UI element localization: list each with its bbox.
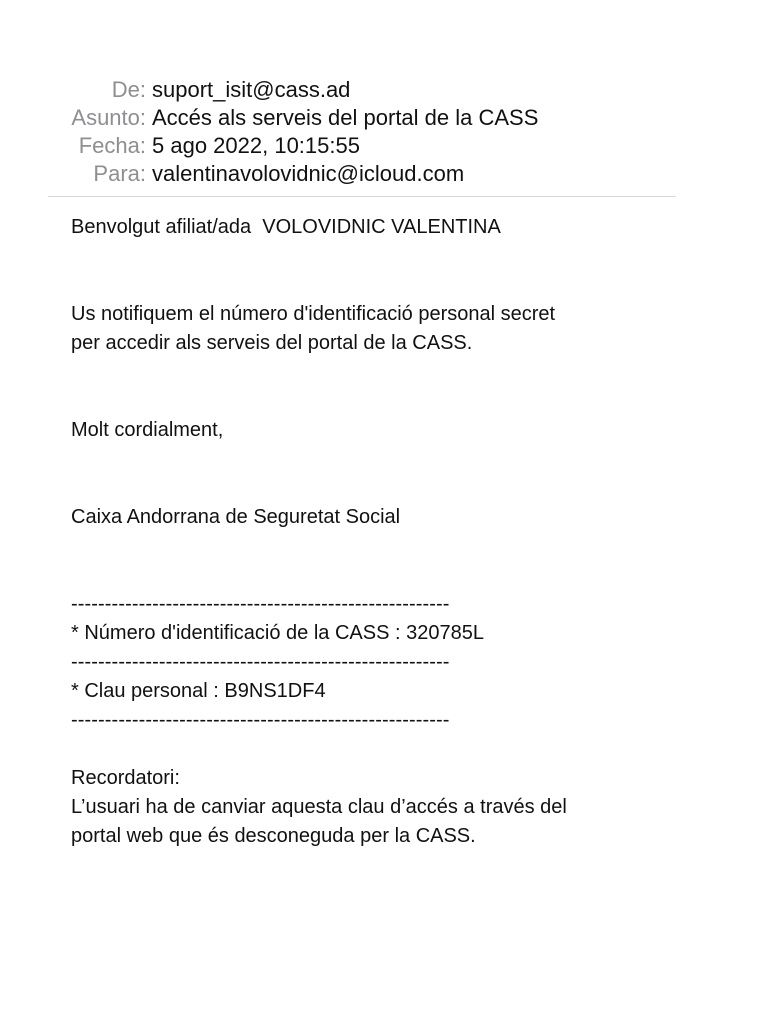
blank-line xyxy=(71,445,711,474)
personal-key-line: * Clau personal : B9NS1DF4 xyxy=(71,680,326,702)
from-label: De: xyxy=(111,77,146,102)
reminder-line-1: L’usuari ha de canviar aquesta clau d’accés a través del xyxy=(71,796,567,818)
from-value[interactable]: suport_isit@cass.ad xyxy=(152,77,351,102)
greeting: Benvolgut afiliat/ada VOLOVIDNIC VALENTINA xyxy=(71,216,501,238)
to-row xyxy=(0,160,768,188)
date-label: Fecha: xyxy=(78,133,146,158)
from-row xyxy=(0,76,768,104)
blank-line xyxy=(71,387,711,416)
subject-row xyxy=(0,104,768,132)
date-value: 5 ago 2022, 10:15:55 xyxy=(152,133,360,158)
separator-line: -------------------------------------------------------- xyxy=(71,593,450,615)
blank-line xyxy=(71,271,711,300)
to-value[interactable]: valentinavolovidnic@icloud.com xyxy=(152,161,465,186)
reminder-line-2: portal web que és desconeguda per la CASS. xyxy=(71,825,476,847)
email-body xyxy=(71,213,711,851)
date-row xyxy=(0,132,768,160)
separator-line: -------------------------------------------------------- xyxy=(71,651,450,673)
to-label: Para: xyxy=(93,161,146,186)
blank-line xyxy=(71,242,711,271)
closing: Molt cordialment, xyxy=(71,419,224,441)
blank-line xyxy=(71,735,711,764)
subject-label: Asunto: xyxy=(71,105,146,130)
email-header xyxy=(0,76,768,188)
cass-id-line: * Número d'identificació de la CASS : 320785L xyxy=(71,622,484,644)
blank-line xyxy=(71,532,711,561)
reminder-title: Recordatori: xyxy=(71,767,180,789)
blank-line xyxy=(71,561,711,590)
blank-line xyxy=(71,474,711,503)
blank-line xyxy=(71,358,711,387)
header-divider xyxy=(48,196,676,197)
notice-line-2: per accedir als serveis del portal de la CASS. xyxy=(71,332,473,354)
subject-value: Accés als serveis del portal de la CASS xyxy=(152,105,539,130)
separator-line: -------------------------------------------------------- xyxy=(71,709,450,731)
notice-line-1: Us notifiquem el número d'identificació personal secret xyxy=(71,303,556,325)
signature: Caixa Andorrana de Seguretat Social xyxy=(71,506,401,528)
